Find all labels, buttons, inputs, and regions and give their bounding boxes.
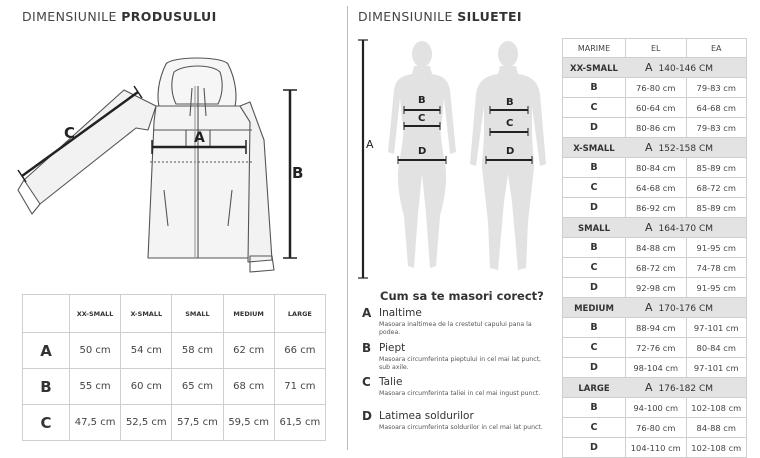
table-cell: 97-101 cm [686,318,747,338]
figure-label-a: A [366,138,374,151]
table-cell: 60-64 cm [626,98,687,118]
size-a-letter: A [645,381,653,394]
measure-desc: Masoara circumferinta pieptului in cel mai lat punct, sub axile. [379,356,541,371]
measure-letter: C [362,375,371,389]
table-row [563,258,747,278]
row-label: B [563,238,626,258]
size-section-row [563,378,747,398]
row-label: C [23,405,70,441]
table-cell: 74-78 cm [686,258,747,278]
table-row [23,333,326,369]
measure-letter: D [362,409,372,423]
table-cell: 84-88 cm [626,238,687,258]
table-cell: 68-72 cm [686,178,747,198]
table-cell: 64-68 cm [686,98,747,118]
size-a-value: 152-158 CM [658,144,714,154]
table-cell: 76-80 cm [626,418,687,438]
howto-title: Cum sa te masori corect? [380,289,544,303]
jacket-illustration [14,50,314,282]
table-cell: 80-84 cm [626,158,687,178]
table-row [563,438,747,458]
silhouette-size-table [562,38,747,458]
table-cell: 91-95 cm [686,238,747,258]
measure-desc: Masoara circumferinta taliei in cel mai ingust punct. [379,390,541,397]
size-a-letter: A [645,141,653,154]
vertical-divider [347,6,348,450]
row-label: C [563,338,626,358]
silhouette-illustration [356,34,556,282]
title-bold: SILUETEI [457,9,522,24]
table-cell: 50 cm [70,333,121,369]
figure-label-d-male: D [506,146,515,157]
measure-name: Piept [379,342,406,354]
table-cell: 98-104 cm [626,358,687,378]
table-cell: 66 cm [274,333,325,369]
jacket-label-a: A [194,130,205,146]
row-label: C [563,258,626,278]
table-row [563,158,747,178]
table-cell: 65 cm [172,369,223,405]
table-cell: 71 cm [274,369,325,405]
row-label: D [563,198,626,218]
table-cell: 80-86 cm [626,118,687,138]
title-light: DIMENSIUNILE [358,9,453,24]
table-cell: 79-83 cm [686,78,747,98]
header-cell: EL [626,39,687,58]
table-cell: 102-108 cm [686,438,747,458]
size-a-value: 170-176 CM [658,304,714,314]
table-cell: 94-100 cm [626,398,687,418]
jacket-label-c: C [64,124,76,142]
row-label: D [563,358,626,378]
size-name: LARGE [578,384,610,394]
header-cell: EA [686,39,747,58]
row-label: B [563,158,626,178]
table-cell: 85-89 cm [686,198,747,218]
table-cell: 104-110 cm [626,438,687,458]
size-section-row [563,58,747,78]
row-label: D [563,438,626,458]
table-row [563,78,747,98]
size-name: MEDIUM [574,304,614,314]
size-a-value: 176-182 CM [658,384,714,394]
table-cell: 86-92 cm [626,198,687,218]
figure-label-b-male: B [506,97,514,108]
table-cell: 102-108 cm [686,398,747,418]
silhouette-dimensions-title [358,9,522,24]
table-cell: 76-80 cm [626,78,687,98]
table-cell: 85-89 cm [686,158,747,178]
measure-desc: Masoara inaltimea de la crestetul capului pana la podea. [379,321,532,336]
title-light: DIMENSIUNILE [22,9,117,24]
row-label: B [563,398,626,418]
row-label: C [563,178,626,198]
table-cell: 60 cm [121,369,172,405]
row-label: A [23,333,70,369]
measure-desc: Masoara circumferinta soldurilor in cel mai lat punct. [379,424,543,431]
size-section-row [563,138,747,158]
row-label: C [563,98,626,118]
measure-name: Inaltime [379,307,422,319]
table-row [563,178,747,198]
size-a-letter: A [645,221,653,234]
table-row [563,358,747,378]
product-size-table [22,294,326,441]
measure-name: Talie [379,376,403,388]
figure-label-c-male: C [506,118,514,129]
table-cell: 80-84 cm [686,338,747,358]
table-cell: 61,5 cm [274,405,325,441]
table-cell: 62 cm [223,333,274,369]
table-row [23,405,326,441]
title-bold: PRODUSULUI [121,9,217,24]
table-cell: 57,5 cm [172,405,223,441]
header-cell: XX-SMALL [70,295,121,333]
header-cell: LARGE [274,295,325,333]
figure-label-d-female: D [418,146,427,157]
table-cell: 79-83 cm [686,118,747,138]
size-section-row [563,298,747,318]
row-label: D [563,118,626,138]
table-cell: 64-68 cm [626,178,687,198]
table-cell: 55 cm [70,369,121,405]
table-cell: 84-88 cm [686,418,747,438]
jacket-label-b: B [292,164,304,182]
table-cell: 47,5 cm [70,405,121,441]
size-name: X-SMALL [573,144,615,154]
table-cell: 68-72 cm [626,258,687,278]
table-cell: 68 cm [223,369,274,405]
measure-letter: A [362,306,372,320]
size-name: XX-SMALL [570,64,618,74]
table-row [563,98,747,118]
table-row [563,118,747,138]
table-cell: 52,5 cm [121,405,172,441]
product-dimensions-title [22,9,217,24]
table-row [563,418,747,438]
table-cell: 91-95 cm [686,278,747,298]
table-cell: 54 cm [121,333,172,369]
size-a-value: 164-170 CM [658,224,714,234]
size-name: SMALL [578,224,610,234]
table-cell: 72-76 cm [626,338,687,358]
table-row [563,198,747,218]
figure-label-c-female: C [418,113,426,124]
header-empty [23,295,70,333]
table-row [563,398,747,418]
table-cell: 92-98 cm [626,278,687,298]
table-row [563,318,747,338]
header-cell: SMALL [172,295,223,333]
table-cell: 88-94 cm [626,318,687,338]
header-cell: MARIME [563,39,626,58]
size-section-row [563,218,747,238]
size-a-value: 140-146 CM [658,64,714,74]
table-header-row [23,295,326,333]
table-cell: 59,5 cm [223,405,274,441]
table-row [563,238,747,258]
table-row [563,338,747,358]
figure-label-b-female: B [418,95,426,106]
row-label: B [563,318,626,338]
size-a-letter: A [645,301,653,314]
row-label: B [563,78,626,98]
header-cell: X-SMALL [121,295,172,333]
table-cell: 97-101 cm [686,358,747,378]
row-label: B [23,369,70,405]
row-label: C [563,418,626,438]
table-cell: 58 cm [172,333,223,369]
table-row [23,369,326,405]
table-header-row [563,39,747,58]
table-row [563,278,747,298]
size-a-letter: A [645,61,653,74]
row-label: D [563,278,626,298]
measure-letter: B [362,341,372,355]
header-cell: MEDIUM [223,295,274,333]
measure-name: Latimea soldurilor [379,410,474,422]
